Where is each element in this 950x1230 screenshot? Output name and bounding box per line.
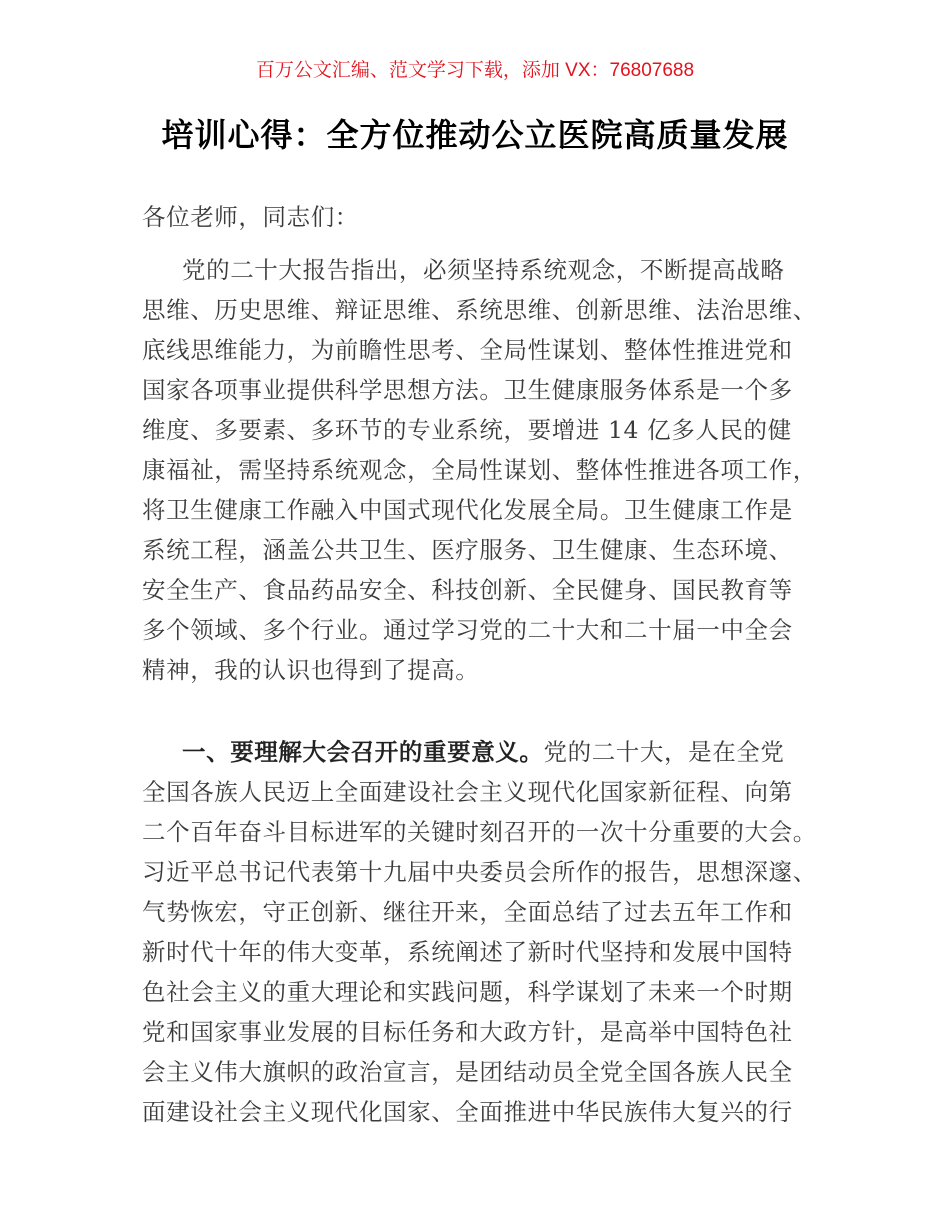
paragraph-line: 底线思维能力，为前瞻性思考、全局性谋划、整体性推进党和 — [142, 336, 793, 364]
paragraph-line: 二个百年奋斗目标进军的关键时刻召开的一次十分重要的大会。 — [142, 818, 817, 846]
paragraph-line: 面建设社会主义现代化国家、全面推进中华民族伟大复兴的行 — [142, 1098, 793, 1126]
paragraph-line: 康福祉，需坚持系统观念，全局性谋划、整体性推进各项工作， — [142, 456, 817, 484]
paragraph-line: 多个领域、多个行业。通过学习党的二十大和二十届一中全会 — [142, 616, 793, 644]
paragraph-line: 系统工程，涵盖公共卫生、医疗服务、卫生健康、生态环境、 — [142, 536, 793, 564]
paragraph-line: 习近平总书记代表第十九届中央委员会所作的报告，思想深邃、 — [142, 858, 817, 886]
section-heading: 一、要理解大会召开的重要意义。 — [182, 738, 544, 766]
paragraph-line: 党的二十大报告指出，必须坚持系统观念，不断提高战略 — [182, 256, 785, 284]
paragraph-line: 将卫生健康工作融入中国式现代化发展全局。卫生健康工作是 — [142, 496, 793, 524]
paragraph-line: 全国各族人民迈上全面建设社会主义现代化国家新征程、向第 — [142, 778, 793, 806]
paragraph-line: 色社会主义的重大理论和实践问题，科学谋划了未来一个时期 — [142, 978, 793, 1006]
paragraph-line: 安全生产、食品药品安全、科技创新、全民健身、国民教育等 — [142, 576, 793, 604]
paragraph-line: 国家各项事业提供科学思想方法。卫生健康服务体系是一个多 — [142, 376, 793, 404]
paragraph-line: 思维、历史思维、辩证思维、系统思维、创新思维、法治思维、 — [142, 296, 817, 324]
document-title: 培训心得：全方位推动公立医院高质量发展 — [161, 116, 789, 154]
salutation: 各位老师，同志们： — [142, 203, 359, 231]
watermark-banner: 百万公文汇编、范文学习下载，添加 VX：76807688 — [255, 60, 695, 81]
paragraph-line — [182, 737, 785, 767]
paragraph-line: 党和国家事业发展的目标任务和大政方针，是高举中国特色社 — [142, 1018, 793, 1046]
paragraph-line: 新时代十年的伟大变革，系统阐述了新时代坚持和发展中国特 — [142, 938, 793, 966]
paragraph-line: 会主义伟大旗帜的政治宣言，是团结动员全党全国各族人民全 — [142, 1058, 793, 1086]
paragraph-line: 维度、多要素、多环节的专业系统，要增进 14 亿多人民的健 — [142, 416, 792, 444]
paragraph-line: 气势恢宏，守正创新、继往开来，全面总结了过去五年工作和 — [142, 898, 793, 926]
paragraph-line: 精神，我的认识也得到了提高。 — [142, 656, 480, 684]
section-text: 党的二十大，是在全党 — [543, 738, 785, 766]
